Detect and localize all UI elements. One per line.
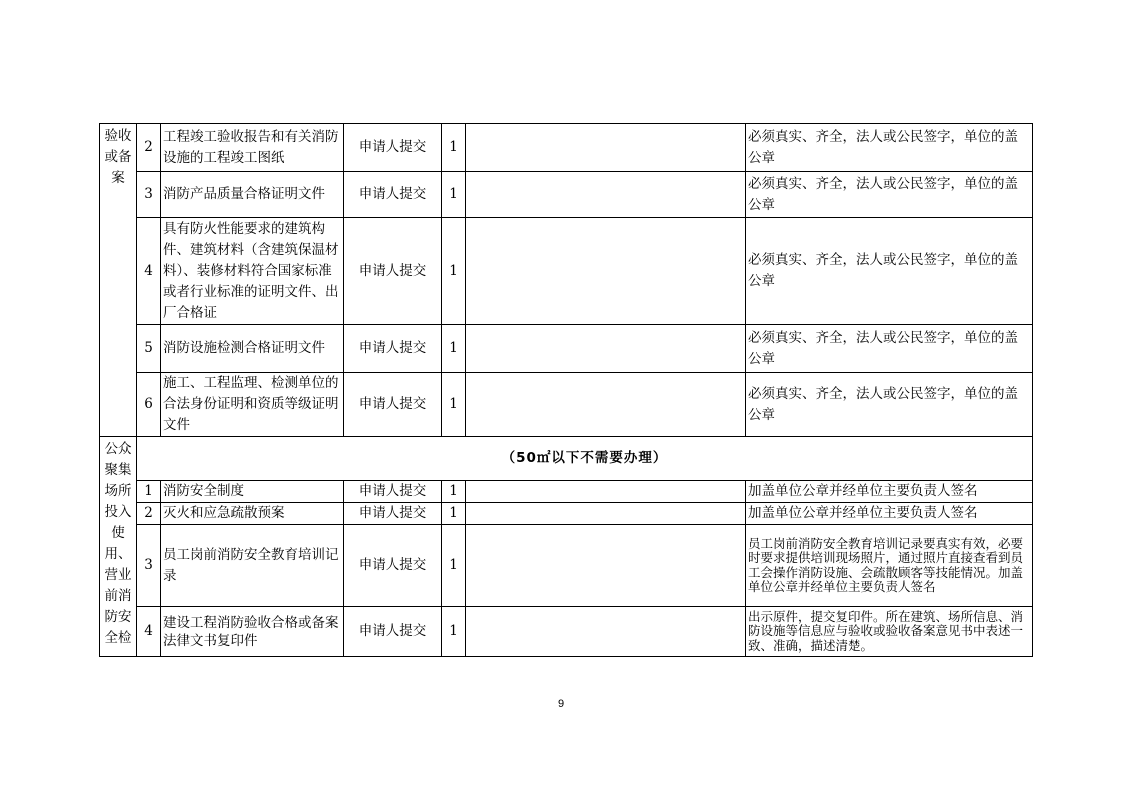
blank-cell (466, 373, 746, 437)
blank-cell (466, 325, 746, 373)
submitter: 申请人提交 (344, 218, 442, 325)
requirement-note: 必须真实、齐全，法人或公民签字，单位的盖公章 (746, 325, 1033, 373)
row-number: 3 (137, 525, 161, 607)
blank-cell (466, 525, 746, 607)
document-name: 建设工程消防验收合格或备案法律文书复印件 (161, 607, 344, 657)
row-number: 2 (137, 503, 161, 525)
requirement-note: 加盖单位公章并经单位主要负责人签名 (746, 503, 1033, 525)
requirements-table (99, 123, 1033, 657)
submitter: 申请人提交 (344, 503, 442, 525)
document-name: 消防安全制度 (161, 481, 344, 503)
table-row (100, 218, 1033, 325)
table-row (100, 437, 1033, 481)
document-name: 员工岗前消防安全教育培训记录 (161, 525, 344, 607)
requirement-note: 加盖单位公章并经单位主要负责人签名 (746, 481, 1033, 503)
submitter: 申请人提交 (344, 172, 442, 218)
document-name: 消防设施检测合格证明文件 (161, 325, 344, 373)
submitter: 申请人提交 (344, 481, 442, 503)
section-banner: （50㎡以下不需要办理） (137, 437, 1033, 481)
row-number: 4 (137, 218, 161, 325)
table-row (100, 325, 1033, 373)
blank-cell (466, 481, 746, 503)
submitter: 申请人提交 (344, 325, 442, 373)
page-number: 9 (557, 698, 565, 710)
row-number: 1 (137, 481, 161, 503)
blank-cell (466, 607, 746, 657)
submitter: 申请人提交 (344, 124, 442, 172)
submitter: 申请人提交 (344, 525, 442, 607)
copy-count: 1 (442, 481, 466, 503)
row-number: 5 (137, 325, 161, 373)
blank-cell (466, 172, 746, 218)
row-number: 4 (137, 607, 161, 657)
copy-count: 1 (442, 525, 466, 607)
document-name: 具有防火性能要求的建筑构件、建筑材料（含建筑保温材料）、装修材料符合国家标准或者行业标准的证明文件、出厂合格证 (161, 218, 344, 325)
table-row (100, 525, 1033, 607)
copy-count: 1 (442, 373, 466, 437)
blank-cell (466, 503, 746, 525)
copy-count: 1 (442, 607, 466, 657)
requirement-note: 必须真实、齐全，法人或公民签字，单位的盖公章 (746, 172, 1033, 218)
document-name: 灭火和应急疏散预案 (161, 503, 344, 525)
table-row (100, 607, 1033, 657)
category-cell: 公众聚集场所投入使用、营业前消防安全检 (100, 437, 137, 657)
blank-cell (466, 124, 746, 172)
table-row (100, 481, 1033, 503)
row-number: 3 (137, 172, 161, 218)
table-row (100, 172, 1033, 218)
document-name: 工程竣工验收报告和有关消防设施的工程竣工图纸 (161, 124, 344, 172)
row-number: 2 (137, 124, 161, 172)
copy-count: 1 (442, 503, 466, 525)
requirement-note: 必须真实、齐全，法人或公民签字，单位的盖公章 (746, 218, 1033, 325)
copy-count: 1 (442, 325, 466, 373)
requirement-note: 必须真实、齐全，法人或公民签字，单位的盖公章 (746, 124, 1033, 172)
requirement-note: 员工岗前消防安全教育培训记录要真实有效，必要时要求提供培训现场照片，通过照片直接查看到员工会操作消防设施、会疏散顾客等技能情况。加盖单位公章并经单位主要负责人签名 (746, 525, 1033, 607)
table-row (100, 373, 1033, 437)
table-row (100, 503, 1033, 525)
requirement-note: 出示原件，提交复印件。所在建筑、场所信息、消防设施等信息应与验收或验收备案意见书中表述一致、准确，描述清楚。 (746, 607, 1033, 657)
copy-count: 1 (442, 172, 466, 218)
submitter: 申请人提交 (344, 607, 442, 657)
requirement-note: 必须真实、齐全，法人或公民签字，单位的盖公章 (746, 373, 1033, 437)
category-cell: 验收或备案 (100, 124, 137, 437)
document-name: 施工、工程监理、检测单位的合法身份证明和资质等级证明文件 (161, 373, 344, 437)
copy-count: 1 (442, 124, 466, 172)
table-row (100, 124, 1033, 172)
row-number: 6 (137, 373, 161, 437)
blank-cell (466, 218, 746, 325)
submitter: 申请人提交 (344, 373, 442, 437)
document-name: 消防产品质量合格证明文件 (161, 172, 344, 218)
copy-count: 1 (442, 218, 466, 325)
